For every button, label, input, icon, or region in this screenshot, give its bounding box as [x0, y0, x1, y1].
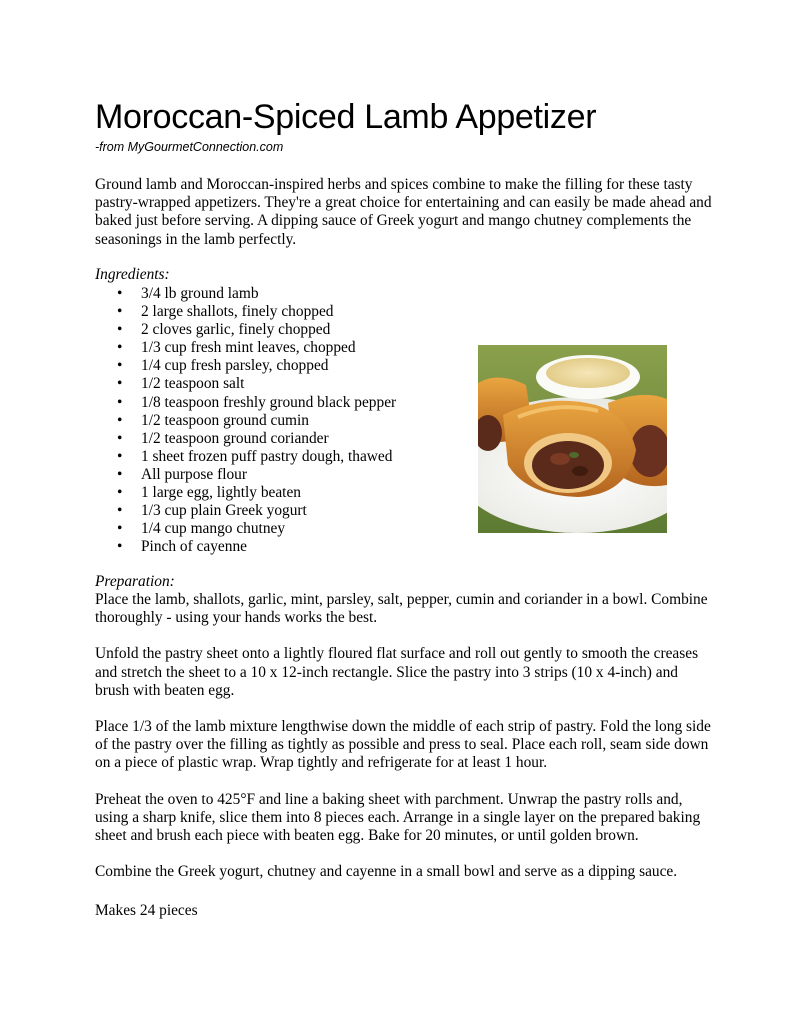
recipe-intro: Ground lamb and Moroccan-inspired herbs and spices combine to make the filling for these tasty pastry-wrapped appetizers. They're a great choice for entertaining and can easily be made ahead and baked just before serving. A dipping sauce of Greek yogurt and mango chutney complements the seasonings in the lamb perfectly. — [95, 176, 712, 248]
ingredient-item: • 1/3 cup fresh mint leaves, chopped — [117, 339, 356, 357]
ingredient-item: • 3/4 lb ground lamb — [117, 285, 259, 302]
ingredient-item: • 2 cloves garlic, finely chopped — [117, 321, 331, 339]
ingredient-item: • 1 sheet frozen puff pastry dough, thawed — [117, 447, 393, 465]
preparation-steps — [95, 591, 715, 899]
preparation-step: Unfold the pastry sheet onto a lightly floured flat surface and roll out gently to smooth the creases and stretch the sheet to a 10 x 12-inch rectangle. Slice the pastry into 3 strips (10 x 4-inch) and brush with beaten egg. — [95, 645, 699, 699]
preparation-step: Place 1/3 of the lamb mixture lengthwise down the middle of each strip of pastry. Fold the long side of the pastry over the filling as tightly as possible and press to seal. Place each roll, seam side down on a piece of plastic wrap. Wrap tightly and refrigerate for at least 1 hour. — [95, 718, 711, 772]
ingredient-item: • 1/2 teaspoon salt — [117, 375, 245, 393]
ingredient-item: • 1/2 teaspoon ground coriander — [117, 429, 329, 447]
ingredient-item: • 2 large shallots, finely chopped — [117, 303, 334, 321]
lamb-pastry-photo — [478, 345, 667, 533]
ingredient-item: • Pinch of cayenne — [117, 538, 247, 556]
preparation-heading: Preparation: — [95, 573, 175, 590]
recipe-source: -from MyGourmetConnection.com — [95, 140, 284, 154]
recipe-title: Moroccan-Spiced Lamb Appetizer — [95, 98, 597, 136]
ingredient-item: • 1/2 teaspoon ground cumin — [117, 411, 309, 429]
preparation-step: Place the lamb, shallots, garlic, mint, parsley, salt, pepper, cumin and coriander in a bowl. Combine thoroughly - using your hands works the best. — [95, 591, 708, 627]
preparation-step: Preheat the oven to 425°F and line a baking sheet with parchment. Unwrap the pastry rolls and, using a sharp knife, slice them into 8 pieces each. Arrange in a single layer on the prepared baking sheet and brush each piece with beaten egg. Bake for 20 minutes, or until golden brown. — [95, 790, 701, 845]
ingredients-heading: Ingredients: — [95, 266, 170, 283]
ingredient-item: • 1 large egg, lightly beaten — [117, 484, 301, 502]
recipe-yield: Makes 24 pieces — [95, 902, 198, 919]
ingredient-item: • 1/4 cup fresh parsley, chopped — [117, 357, 329, 375]
ingredient-item: • 1/8 teaspoon freshly ground black pepper — [117, 393, 397, 411]
ingredients-list — [117, 285, 396, 556]
ingredient-item: • 1/4 cup mango chutney — [117, 520, 286, 538]
ingredient-item: • 1/3 cup plain Greek yogurt — [117, 502, 307, 520]
preparation-step: Combine the Greek yogurt, chutney and cayenne in a small bowl and serve as a dipping sauce. — [95, 863, 678, 881]
ingredient-item: • All purpose flour — [117, 465, 248, 483]
